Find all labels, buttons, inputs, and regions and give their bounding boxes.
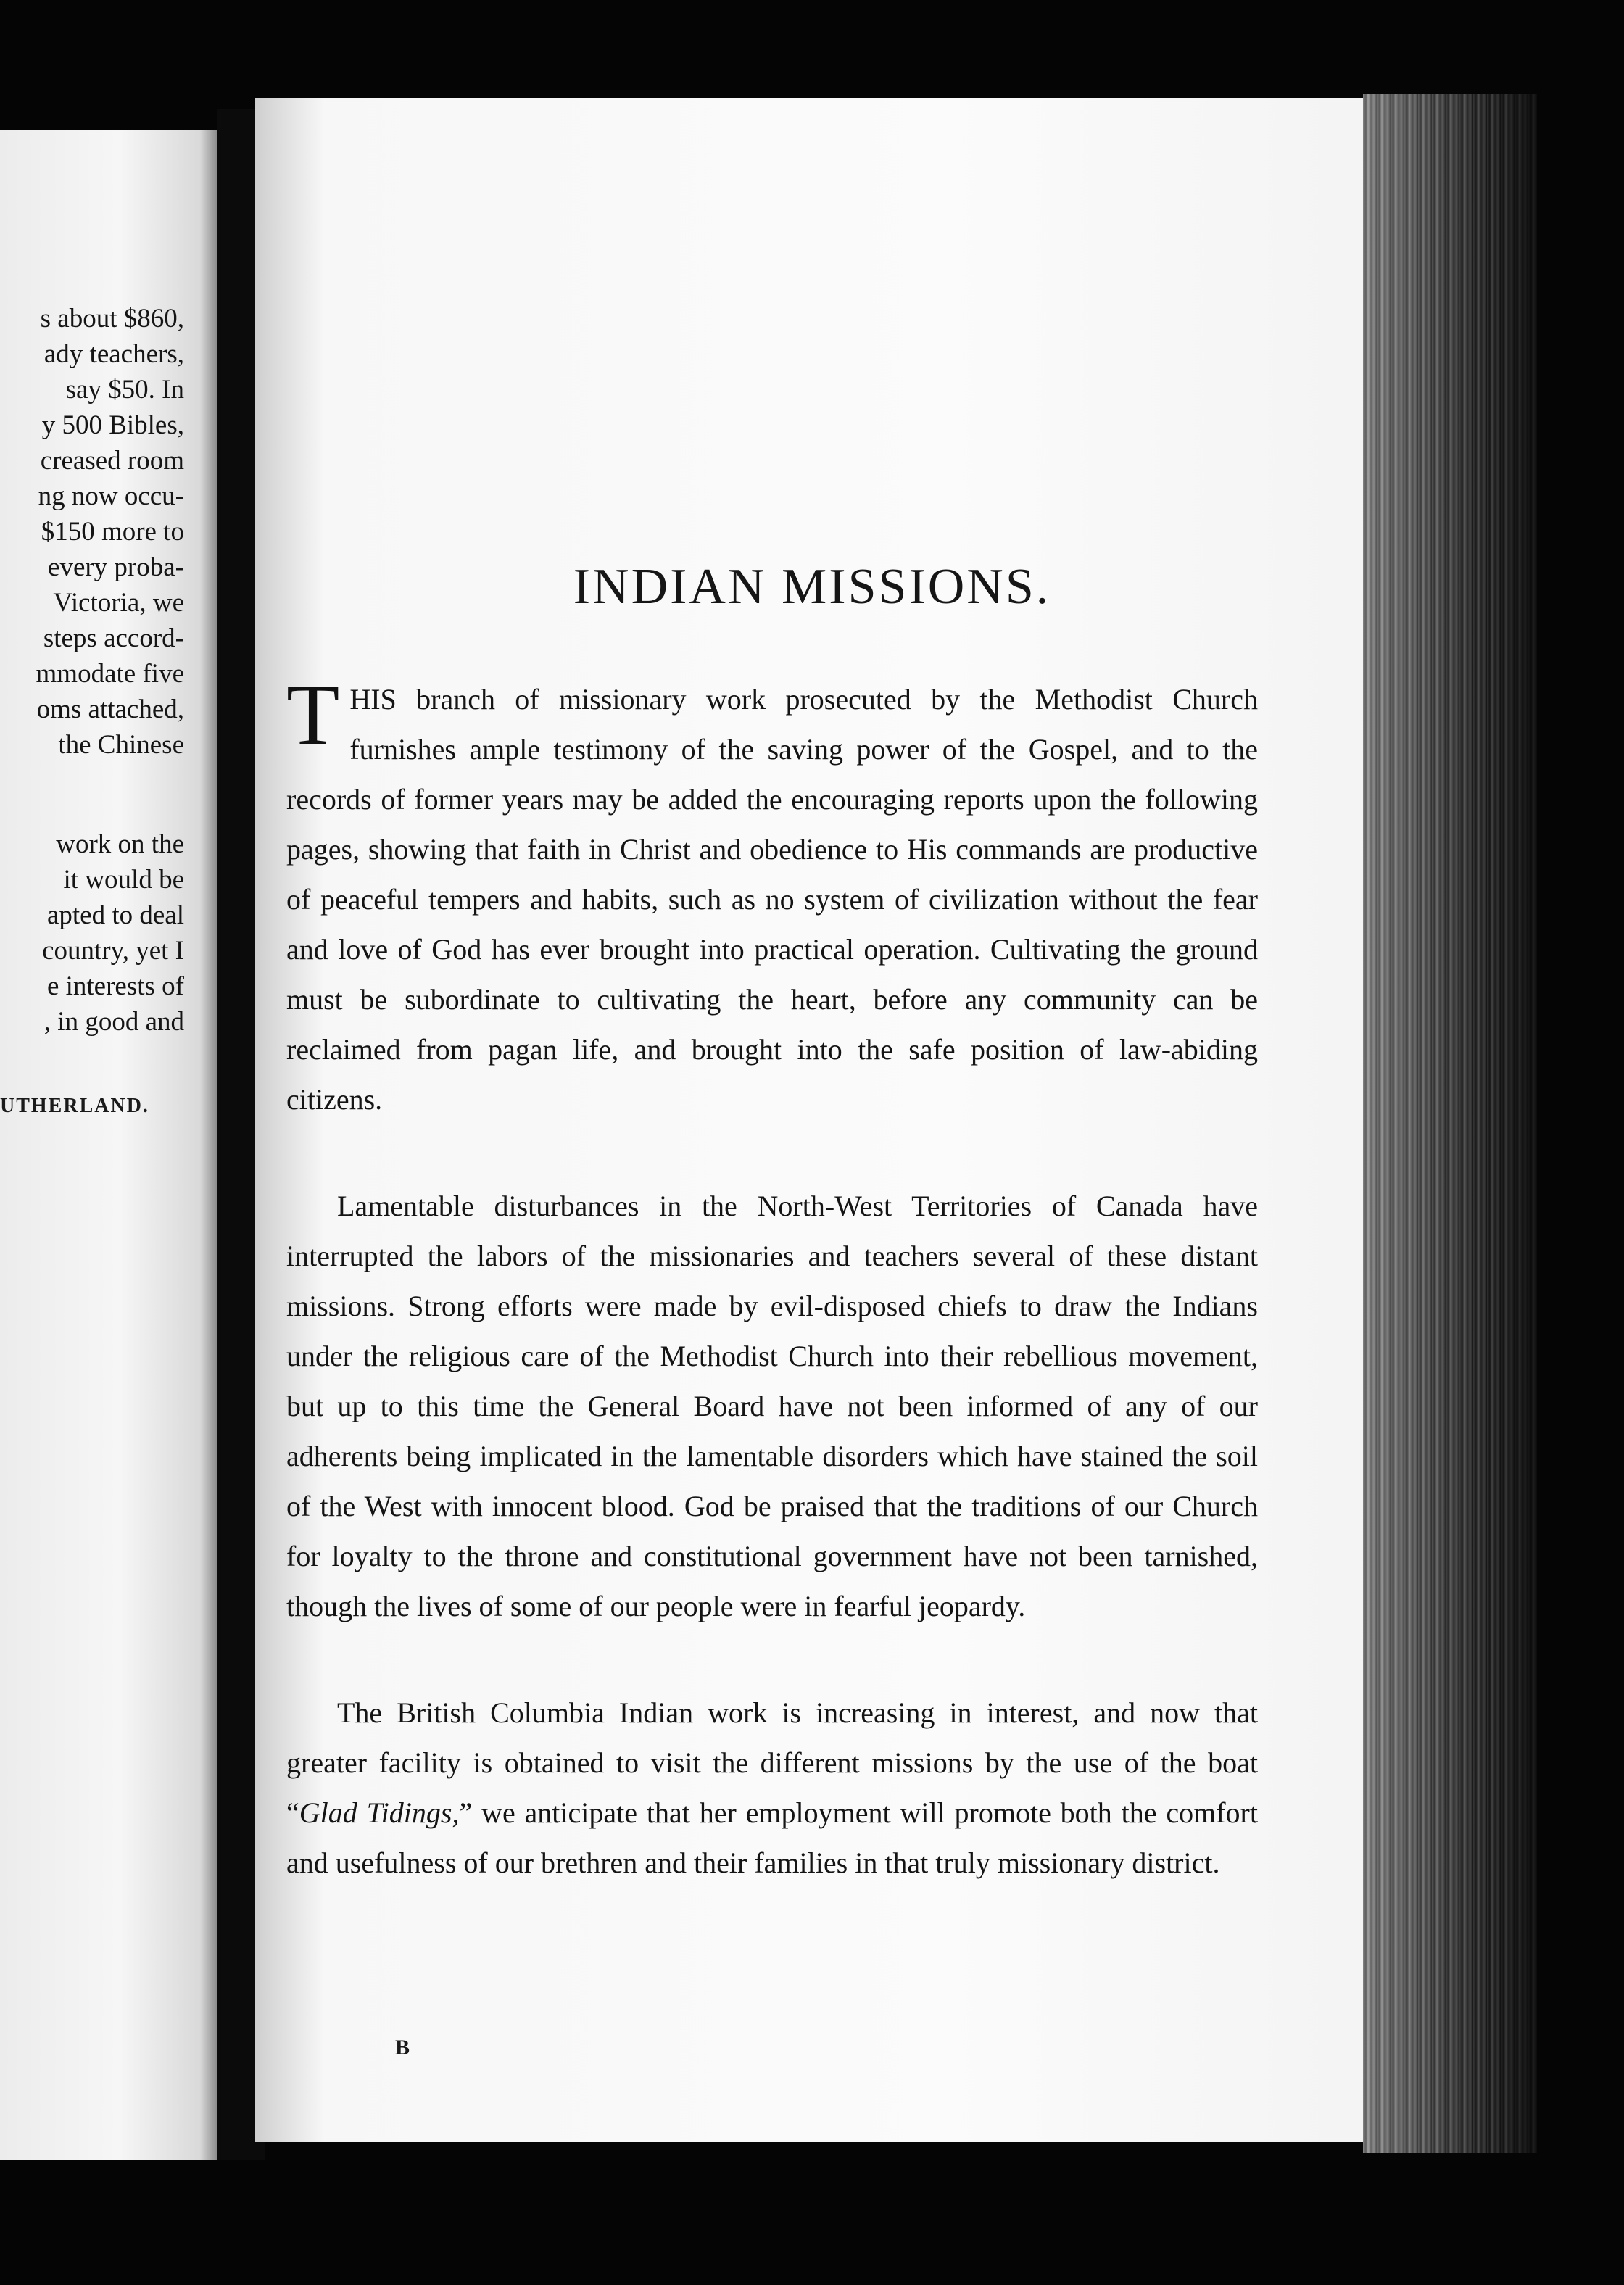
left-line: oms attached, [36,694,184,724]
left-line: say $50. In [65,375,184,405]
left-page-text-lower [0,826,184,1040]
paragraph-3-text-a: The British Columbia Indian work is increasing in interest, and now that greater facility is obtained to visit the different missions by the use of the boat “ [286,1696,1258,1829]
left-line: ng now occu- [38,481,184,511]
paragraph-1 [286,666,1258,1124]
paragraph-3 [286,1688,1258,1888]
left-page [0,130,218,2160]
paragraph-2 [286,1181,1258,1631]
page-title: INDIAN MISSIONS. [573,559,1051,615]
left-page-text-upper [0,301,184,763]
left-line: Victoria, we [53,588,184,618]
left-line: , in good and [44,1007,184,1037]
left-line: work on the [56,829,184,859]
left-line: s about $860, [40,304,184,333]
right-page-content [286,558,1258,1888]
left-line: y 500 Bibles, [41,410,184,440]
left-line: apted to deal [46,900,184,930]
drop-cap: T [286,666,340,763]
left-line: the Chinese [58,730,184,760]
boat-name: Glad Tidings, [299,1796,460,1829]
left-line: creased room [40,446,184,476]
left-line: ady teachers, [44,339,184,369]
left-line: it would be [63,865,184,895]
paragraph-3-text-b: ” we anticipate that her employment will promote both the comfort and usefulness of our brethren and their families in that truly missionary district. [286,1796,1258,1879]
left-line: country, yet I [42,936,184,966]
left-line: mmodate five [36,659,184,689]
left-line: e interests of [46,971,184,1001]
left-line: steps accord- [43,623,184,653]
paragraph-2-text: Lamentable disturbances in the North-West Territories of Canada have interrupted the labors of the missionaries and teachers several of these distant missions. Strong efforts were made by evil-disposed chiefs to draw the Indians under the religious care of the Methodist Church into their rebellious movement, but up to this time the General Board have not been informed of any of our adherents being implicated in the lamentable disorders which have stained the soil of the West with innocent blood. God be praised that the traditions of our Church for loyalty to the throne and constitutional government have not been tarnished, though the lives of some of our people were in fearful jeopardy. [286,1190,1258,1622]
left-line: $150 more to [41,517,184,547]
left-page-signature: UTHERLAND. [0,1095,149,1117]
paragraph-1-text: HIS branch of missionary work prosecuted by the Methodist Church furnishes ample testimony of the saving power of the Gospel, and to the records of former years may be added the encouraging reports upon the following pages, showing that faith in Christ and obedience to His commands are productive of peaceful tempers and habits, such as no system of civilization without the fear and love of God has ever brought into practical operation. Cultivating the ground must be subordinate to cultivating the heart, before any community can be reclaimed from pagan life, and brought into the safe position of law-abiding citizens. [286,683,1258,1116]
signature-mark: B [395,2036,410,2060]
left-line: every proba- [48,552,184,582]
page-edges [1363,94,1537,2153]
